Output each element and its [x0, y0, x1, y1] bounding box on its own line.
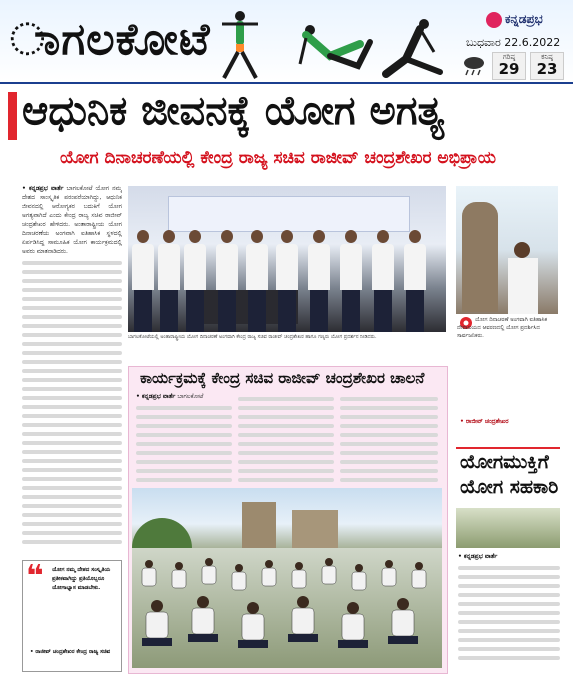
weather-min-value: 23 — [536, 60, 558, 78]
quote-text: ಯೋಗ ನಮ್ಮ ದೇಶದ ಸಂಸ್ಕೃತಿಯ ಪ್ರತೀಕವಾಗಿದ್ದು ಪ್ರತಿಯೊಬ್ಬರೂ ಯೋಗಾಭ್ಯಾಸ ಮಾಡಬೇಕು. — [52, 567, 111, 591]
article-body-text: ಯೋಗ ನಮ್ಮ ದೇಶದ ಸಾಂಸ್ಕೃತಿಕ ಪರಂಪರೆಯಾಗಿದ್ದು, ಆಧುನಿಕ ಜೀವನದಲ್ಲಿ ಆರೋಗ್ಯಕರ ಬದುಕಿಗೆ ಯೋಗ ಅಗತ್ಯವಾಗಿದೆ ಎಂದು ಕೇಂದ್ರ ರಾಜ್ಯ ಸಚಿವ ರಾಜೀವ್ ಚಂದ್ರಶೇಖರ ಹೇಳಿದರು. ಅಂತಾರಾಷ್ಟ್ರೀಯ ಯೋಗ ದಿನಾಚರಣೆಯ ಅಂಗವಾಗಿ ಐತಿಹಾಸಿಕ ಸ್ಥಳದಲ್ಲಿ ಏರ್ಪಡಿಸಿದ್ದ ಸಾಮೂಹಿಕ ಯೋಗ ಕಾರ್ಯಕ್ರಮದಲ್ಲಿ ಅವರು ಮಾತನಾಡಿದರು. — [22, 185, 122, 255]
headline-accent-bar — [8, 92, 17, 140]
article-column-left — [22, 184, 122, 554]
weather-max — [492, 52, 526, 80]
temple-tower — [462, 202, 498, 312]
right-article-text — [458, 552, 560, 672]
weather-max-label: ಗರಿಷ್ಠ — [502, 53, 516, 61]
weather-min-label: ಕನಿಷ್ಠ — [541, 53, 553, 61]
main-photo — [128, 186, 446, 332]
right-sub-byline: • ರಾಜೀವ್ ಚಂದ್ರಶೇಖರ — [460, 418, 509, 425]
right-article-title: ಯೋಗಮುಕ್ತಿಗೆ ಯೋಗ ಸಹಕಾರಿ — [460, 451, 559, 498]
weather-max-value: 29 — [498, 60, 520, 78]
temple-photo — [132, 488, 442, 548]
yoga-silhouettes — [210, 4, 460, 80]
paper-logo-icon — [486, 12, 502, 28]
sub-article-title: ಕಾರ್ಯಕ್ರಮಕ್ಕೆ ಕೇಂದ್ರ ಸಚಿವ ರಾಜೀವ್ ಚಂದ್ರಶೇಖರ ಚಾಲನೆ — [140, 369, 425, 387]
main-photo-caption: ಬಾಗಲಕೋಟೆಯಲ್ಲಿ ಅಂತಾರಾಷ್ಟ್ರೀಯ ಯೋಗ ದಿನಾಚರಣೆ ಅಂಗವಾಗಿ ಕೇಂದ್ರ ರಾಜ್ಯ ಸಚಿವ ರಾಜೀವ್ ಚಂದ್ರಶೇಖರ ಹಾಗೂ ಗಣ್ಯರು ಯೋಗ ಪ್ರದರ್ಶನ ನೀಡಿದರು. — [128, 334, 377, 340]
temple-structure — [292, 510, 338, 548]
right-article-byline: • ಕನ್ನಡಪ್ರಭ ವಾರ್ತೆ — [458, 553, 498, 560]
quote-author: • ರಾಜೀವ್ ಚಂದ್ರಶೇಖರ ಕೇಂದ್ರ ರಾಜ್ಯ ಸಚಿವ — [30, 649, 111, 655]
paper-name: ಕನ್ನಡಪ್ರಭ — [505, 12, 543, 26]
tree — [132, 518, 192, 548]
stage-banner — [168, 196, 410, 232]
person-body — [508, 258, 538, 314]
article-byline: • ಕನ್ನಡಪ್ರಭ ವಾರ್ತೆ — [22, 185, 64, 192]
sub-article-byline-place: ಬಾಗಲಕೋಟೆ — [177, 393, 204, 400]
weather-min — [530, 52, 564, 80]
right-photo — [456, 186, 558, 314]
headline: ಆಧುನಿಕ ಜೀವನಕ್ಕೆ ಯೋಗ ಅಗತ್ಯ — [22, 88, 445, 134]
masthead-title: ಾಗಲಕೋಟೆ — [10, 14, 211, 65]
weather-box — [462, 52, 566, 78]
yoga-crowd-photo — [132, 548, 442, 668]
quote-mark-icon: ❝ — [26, 559, 44, 594]
sub-article-column-1 — [136, 392, 232, 484]
sub-article-column-2 — [238, 392, 334, 484]
article-byline-place: ಬಾಗಲಕೋಟೆ — [66, 185, 93, 192]
right-photo-caption: ಯೋಗ ದಿನಾಚರಣೆ ಅಂಗವಾಗಿ ಐತಿಹಾಸಿಕ ದೇವಾಲಯದ ಆವರಣದಲ್ಲಿ ಯೋಗ ಪ್ರದರ್ಶಿಸಿದ ಸಾರ್ವಜನಿಕರು. — [457, 317, 548, 339]
person-head — [514, 242, 530, 258]
temple-structure — [242, 502, 276, 548]
yoga-crowd — [132, 548, 442, 668]
right-yoga-photo — [456, 508, 560, 548]
issue-date: ಬುಧವಾರ 22.6.2022 — [466, 36, 561, 49]
subheadline: ಯೋಗ ದಿನಾಚರಣೆಯಲ್ಲಿ ಕೇಂದ್ರ ರಾಜ್ಯ ಸಚಿವ ರಾಜೀವ್ ಚಂದ್ರಶೇಖರ ಅಭಿಪ್ರಾಯ — [60, 148, 496, 168]
rain-cloud-icon — [462, 54, 486, 76]
sub-article-byline: • ಕನ್ನಡಪ್ರಭ ವಾರ್ತೆ — [136, 393, 176, 400]
sub-article-column-3 — [340, 392, 438, 484]
